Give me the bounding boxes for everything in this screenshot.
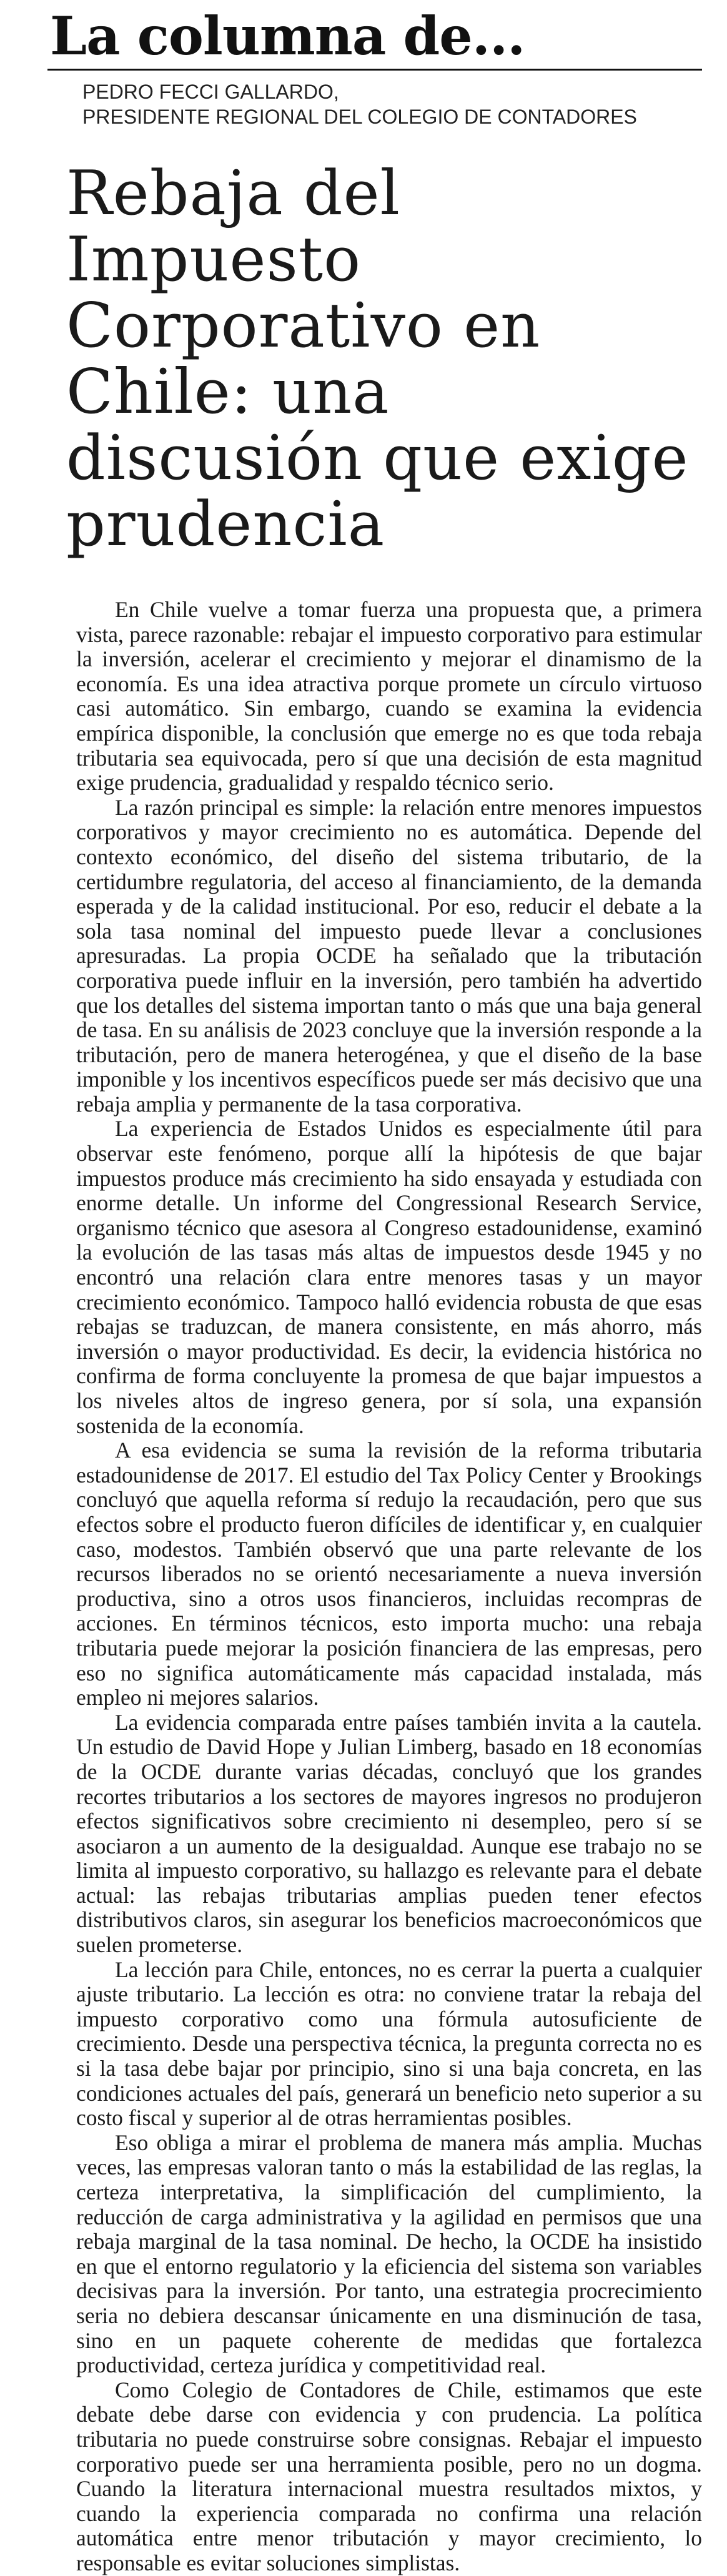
article-paragraph: Eso obliga a mirar el problema de manera más amplia. Muchas veces, las empresas valoran tanto o más la estabilidad de las reglas, la certeza interpretativa, la simplificación del cumplimiento, la reducción de carga administrativa y la agilidad en permisos que una rebaja marginal de la tasa nominal. De hecho, la OCDE ha insistido en que el entorno regulatorio y la eficiencia del sistema son variables decisivas para la inversión. Por tanto, una estrategia procrecimiento seria no debiera descansar únicamente en una disminución de tasa, sino en un paquete coherente de medidas que fortalezca productividad, certeza jurídica y competitividad real. bbox=[76, 2129, 702, 2378]
article-title: Rebaja del Impuesto Corporativo en Chile: una discusión que exige prudencia bbox=[66, 158, 689, 560]
author-name: PEDRO FECCI GALLARDO, bbox=[82, 81, 339, 103]
column-header: La columna de... bbox=[50, 5, 525, 67]
article-paragraph: A esa evidencia se suma la revisión de la reforma tributaria estadounidense de 2017. El estudio del Tax Policy Center y Brookings concluyó que aquella reforma sí redujo la recaudación, pero que sus efectos sobre el producto fueron difíciles de identificar y, en cualquier caso, modestos. También observó que una parte relevante de los recursos liberados no se orientó necesariamente a nueva inversión productiva, sino a otros usos financieros, incluidas recompras de acciones. En términos técnicos, esto importa mucho: una rebaja tributaria puede mejorar la posición financiera de las empresas, pero eso no significa automáticamente más capacidad instalada, más empleo ni mejores salarios. bbox=[76, 1438, 702, 1710]
article-body bbox=[76, 598, 702, 2576]
article-paragraph: La experiencia de Estados Unidos es especialmente útil para observar este fenómeno, porque allí la hipótesis de que bajar impuestos produce más crecimiento ha sido ensayada y estudiada con enorme detalle. Un informe del Congressional Research Service, organismo técnico que asesora al Congreso estadounidense, examinó la evolución de las tasas más altas de impuestos desde 1945 y no encontró una relación clara entre menores tasas y un mayor crecimiento económico. Tampoco halló evidencia robusta de que esas rebajas se traduzcan, de manera consistente, en más ahorro, más inversión o mayor productividad. Es decir, la evidencia histórica no confirma de forma concluyente la promesa de que bajar impuestos a los niveles altos de ingreso genera, por sí sola, una expansión sostenida de la economía. bbox=[76, 1116, 702, 1438]
article-paragraph: La evidencia comparada entre países también invita a la cautela. Un estudio de David Hope y Julian Limberg, basado en 18 economías de la OCDE durante varias décadas, concluyó que los grandes recortes tributarios a los sectores de mayores ingresos no produjeron efectos significativos sobre crecimiento ni desempleo, pero sí se asociaron a un aumento de la desigualdad. Aunque ese trabajo no se limita al impuesto corporativo, su hallazgo es relevante para el debate actual: las rebajas tributarias amplias pueden tener efectos distributivos claros, sin asegurar los beneficios macroeconómicos que suelen prometerse. bbox=[76, 1709, 702, 1958]
byline bbox=[82, 79, 702, 129]
article-paragraph: La razón principal es simple: la relación entre menores impuestos corporativos y mayor crecimiento no es automática. Depende del contexto económico, del diseño del sistema tributario, de la certidumbre regulatoria, del acceso al financiamiento, de la demanda esperada y de la calidad institucional. Por eso, reducir el debate a la sola tasa nominal del impuesto puede llevar a conclusiones apresuradas. La propia OCDE ha señalado que la tributación corporativa puede influir en la inversión, pero también ha advertido que los detalles del sistema importan tanto o más que una baja general de tasa. En su análisis de 2023 concluye que la inversión responde a la tributación, pero de manera heterogénea, y que el diseño de la base imponible y los incentivos específicos puede ser más decisivo que una rebaja amplia y permanente de la tasa corporativa. bbox=[76, 794, 702, 1117]
article-paragraph: La lección para Chile, entonces, no es cerrar la puerta a cualquier ajuste tributario. La lección es otra: no conviene tratar la rebaja del impuesto corporativo como una fórmula autosuficiente de crecimiento. Desde una perspectiva técnica, la pregunta correcta no es si la tasa debe bajar por principio, sino si una baja concreta, en las condiciones actuales del país, generará un beneficio neto superior a su costo fiscal y superior al de otras herramientas posibles. bbox=[76, 1957, 702, 2131]
article-paragraph: En Chile vuelve a tomar fuerza una propuesta que, a primera vista, parece razonable: rebajar el impuesto corporativo para estimular la inversión, acelerar el crecimiento y mejorar el dinamismo de la economía. Es una idea atractiva porque promete un círculo virtuoso casi automático. Sin embargo, cuando se examina la evidencia empírica disponible, la conclusión que emerge no es que toda rebaja tributaria sea equivocada, pero sí que una decisión de esta magnitud exige prudencia, gradualidad y respaldo técnico serio. bbox=[76, 597, 702, 796]
article-paragraph: Como Colegio de Contadores de Chile, estimamos que este debate debe darse con evidencia y con prudencia. La política tributaria no puede construirse sobre consignas. Rebajar el impuesto corporativo puede ser una herramienta posible, pero no un dogma. Cuando la literatura internacional muestra resultados mixtos, y cuando la experiencia comparada no confirma una relación automática entre menor tributación y mayor crecimiento, lo responsable es evitar soluciones simplistas. bbox=[76, 2377, 702, 2575]
header-divider bbox=[47, 69, 702, 71]
author-role: PRESIDENTE REGIONAL DEL COLEGIO DE CONTADORES bbox=[82, 106, 637, 128]
